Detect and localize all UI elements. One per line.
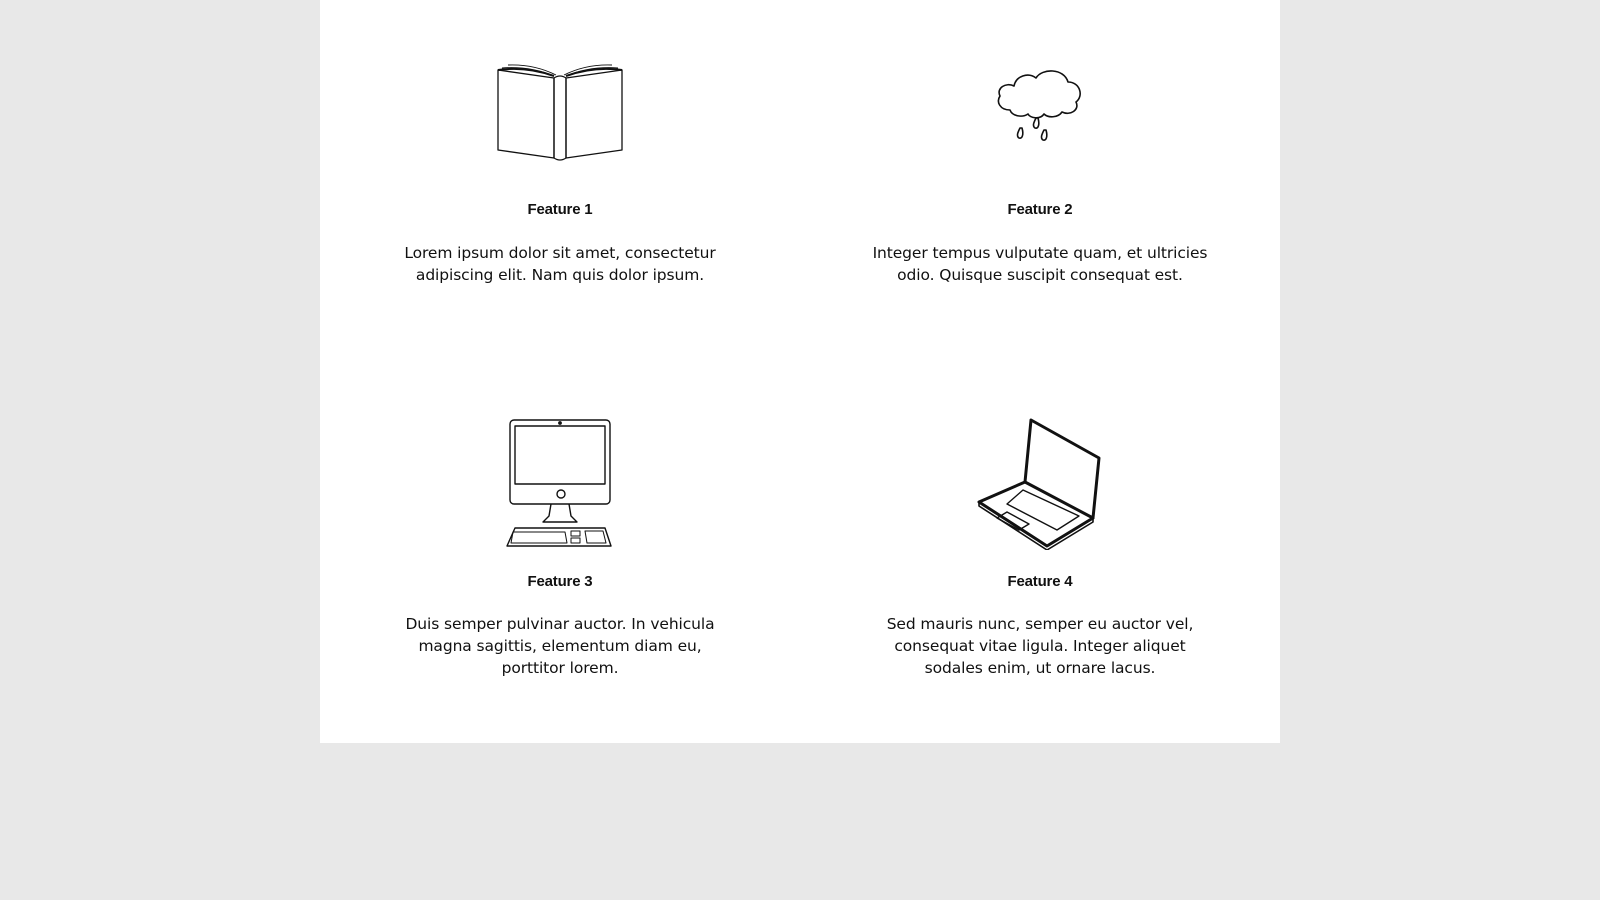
feature-description: Lorem ipsum dolor sit amet, consectetur adipiscing elit. Nam quis dolor ipsum. [404, 244, 716, 284]
feature-description: Duis semper pulvinar auctor. In vehicula magna sagittis, elementum diam eu, porttitor lorem. [405, 615, 715, 677]
feature-description: Integer tempus vulputate quam, et ultricies odio. Quisque suscipit consequat est. [872, 244, 1208, 284]
feature-title: Feature 1 [527, 201, 593, 218]
laptop-icon [977, 418, 1103, 550]
feature-title: Feature 4 [1007, 573, 1073, 590]
feature-description: Sed mauris nunc, semper eu auctor vel, consequat vitae ligula. Integer aliquet sodales enim, ut ornare lacus. [886, 615, 1194, 677]
rain-cloud-icon [992, 68, 1088, 148]
open-book-icon [494, 62, 626, 162]
feature-title: Feature 3 [527, 573, 593, 590]
desktop-computer-icon [505, 418, 615, 550]
content-panel [320, 0, 1280, 743]
feature-title: Feature 2 [1007, 201, 1073, 218]
